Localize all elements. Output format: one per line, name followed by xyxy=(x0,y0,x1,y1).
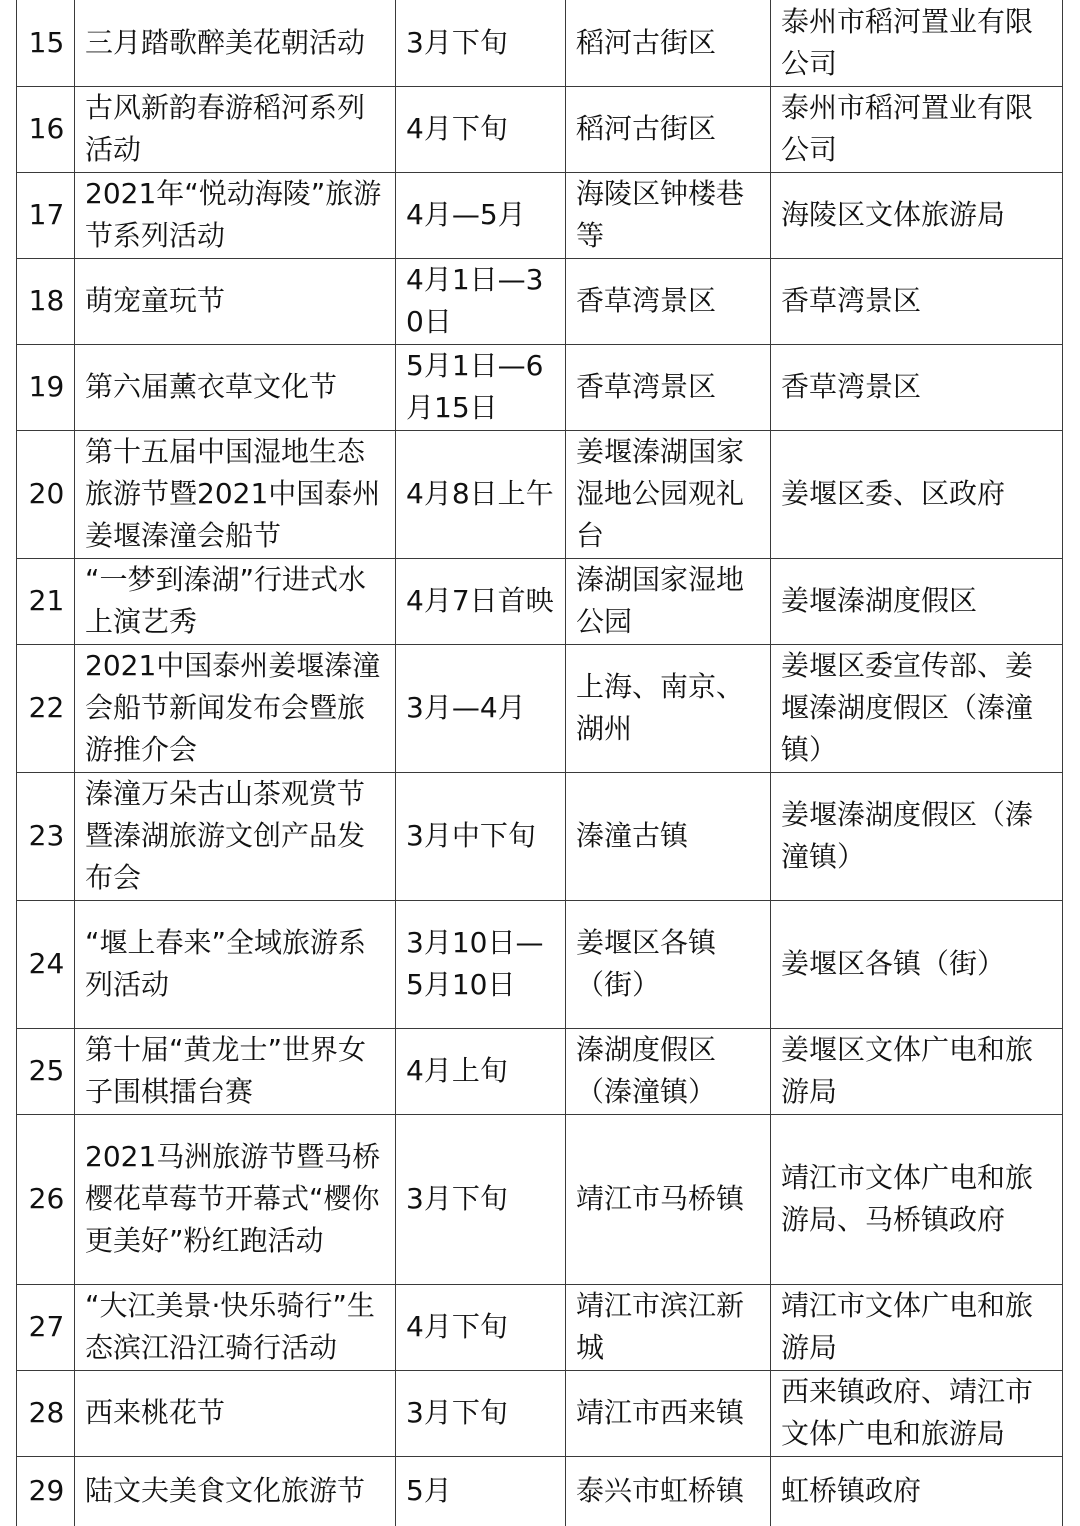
event-place: 泰兴市虹桥镇 xyxy=(566,1456,771,1526)
event-place: 上海、南京、湖州 xyxy=(566,644,771,772)
event-name: “大江美景·快乐骑行”生态滨江沿江骑行活动 xyxy=(75,1284,396,1370)
row-number: 20 xyxy=(17,430,75,558)
event-name: 2021中国泰州姜堰溱潼会船节新闻发布会暨旅游推介会 xyxy=(75,644,396,772)
event-time: 3月中下旬 xyxy=(396,772,566,900)
event-place: 溱湖度假区（溱潼镇） xyxy=(566,1028,771,1114)
row-number: 15 xyxy=(17,0,75,86)
event-place: 溱湖国家湿地公园 xyxy=(566,558,771,644)
row-number: 18 xyxy=(17,258,75,344)
event-place: 香草湾景区 xyxy=(566,344,771,430)
table-row xyxy=(17,430,1063,558)
table-row xyxy=(17,86,1063,172)
event-name: 三月踏歌醉美花朝活动 xyxy=(75,0,396,86)
table-row xyxy=(17,0,1063,86)
event-organizer: 香草湾景区 xyxy=(771,258,1063,344)
event-name: “一梦到溱湖”行进式水上演艺秀 xyxy=(75,558,396,644)
event-name: 第十届“黄龙士”世界女子围棋擂台赛 xyxy=(75,1028,396,1114)
row-number: 29 xyxy=(17,1456,75,1526)
event-name: 西来桃花节 xyxy=(75,1370,396,1456)
event-time: 3月下旬 xyxy=(396,1114,566,1284)
event-name: “堰上春来”全域旅游系列活动 xyxy=(75,900,396,1028)
event-organizer: 靖江市文体广电和旅游局 xyxy=(771,1284,1063,1370)
event-organizer: 海陵区文体旅游局 xyxy=(771,172,1063,258)
event-organizer: 姜堰溱湖度假区 xyxy=(771,558,1063,644)
event-organizer: 靖江市文体广电和旅游局、马桥镇政府 xyxy=(771,1114,1063,1284)
event-name: 古风新韵春游稻河系列活动 xyxy=(75,86,396,172)
table-row xyxy=(17,1456,1063,1526)
event-organizer: 西来镇政府、靖江市文体广电和旅游局 xyxy=(771,1370,1063,1456)
row-number: 24 xyxy=(17,900,75,1028)
event-place: 靖江市滨江新城 xyxy=(566,1284,771,1370)
event-time: 4月7日首映 xyxy=(396,558,566,644)
row-number: 28 xyxy=(17,1370,75,1456)
event-place: 稻河古街区 xyxy=(566,86,771,172)
event-name: 第十五届中国湿地生态旅游节暨2021中国泰州姜堰溱潼会船节 xyxy=(75,430,396,558)
event-organizer: 姜堰区委宣传部、姜堰溱湖度假区（溱潼镇） xyxy=(771,644,1063,772)
event-time: 4月上旬 xyxy=(396,1028,566,1114)
events-table xyxy=(16,0,1063,1526)
row-number: 27 xyxy=(17,1284,75,1370)
table-row xyxy=(17,772,1063,900)
event-time: 4月1日—30日 xyxy=(396,258,566,344)
event-time: 5月1日—6月15日 xyxy=(396,344,566,430)
event-place: 海陵区钟楼巷等 xyxy=(566,172,771,258)
row-number: 19 xyxy=(17,344,75,430)
table-row xyxy=(17,1284,1063,1370)
table-row xyxy=(17,1114,1063,1284)
event-place: 靖江市西来镇 xyxy=(566,1370,771,1456)
event-time: 3月下旬 xyxy=(396,0,566,86)
event-organizer: 姜堰区委、区政府 xyxy=(771,430,1063,558)
event-name: 萌宠童玩节 xyxy=(75,258,396,344)
event-time: 3月—4月 xyxy=(396,644,566,772)
event-name: 2021年“悦动海陵”旅游节系列活动 xyxy=(75,172,396,258)
row-number: 25 xyxy=(17,1028,75,1114)
event-time: 4月8日上午 xyxy=(396,430,566,558)
event-organizer: 泰州市稻河置业有限公司 xyxy=(771,0,1063,86)
event-time: 3月10日—5月10日 xyxy=(396,900,566,1028)
table-row xyxy=(17,172,1063,258)
event-organizer: 泰州市稻河置业有限公司 xyxy=(771,86,1063,172)
event-time: 4月下旬 xyxy=(396,1284,566,1370)
table-row xyxy=(17,1370,1063,1456)
row-number: 21 xyxy=(17,558,75,644)
event-place: 姜堰溱湖国家湿地公园观礼台 xyxy=(566,430,771,558)
event-organizer: 香草湾景区 xyxy=(771,344,1063,430)
row-number: 22 xyxy=(17,644,75,772)
event-place: 靖江市马桥镇 xyxy=(566,1114,771,1284)
event-place: 溱潼古镇 xyxy=(566,772,771,900)
event-organizer: 姜堰区文体广电和旅游局 xyxy=(771,1028,1063,1114)
table-row xyxy=(17,900,1063,1028)
event-time: 4月—5月 xyxy=(396,172,566,258)
table-row xyxy=(17,558,1063,644)
row-number: 23 xyxy=(17,772,75,900)
event-time: 3月下旬 xyxy=(396,1370,566,1456)
event-organizer: 姜堰区各镇（街） xyxy=(771,900,1063,1028)
row-number: 26 xyxy=(17,1114,75,1284)
table-row xyxy=(17,258,1063,344)
table-row xyxy=(17,1028,1063,1114)
event-name: 第六届薰衣草文化节 xyxy=(75,344,396,430)
event-organizer: 姜堰溱湖度假区（溱潼镇） xyxy=(771,772,1063,900)
event-place: 姜堰区各镇（街） xyxy=(566,900,771,1028)
event-time: 5月 xyxy=(396,1456,566,1526)
row-number: 17 xyxy=(17,172,75,258)
event-organizer: 虹桥镇政府 xyxy=(771,1456,1063,1526)
table-row xyxy=(17,344,1063,430)
event-name: 2021马洲旅游节暨马桥樱花草莓节开幕式“樱你更美好”粉红跑活动 xyxy=(75,1114,396,1284)
event-place: 稻河古街区 xyxy=(566,0,771,86)
table-row xyxy=(17,644,1063,772)
event-time: 4月下旬 xyxy=(396,86,566,172)
event-name: 溱潼万朵古山茶观赏节暨溱湖旅游文创产品发布会 xyxy=(75,772,396,900)
event-place: 香草湾景区 xyxy=(566,258,771,344)
event-name: 陆文夫美食文化旅游节 xyxy=(75,1456,396,1526)
row-number: 16 xyxy=(17,86,75,172)
